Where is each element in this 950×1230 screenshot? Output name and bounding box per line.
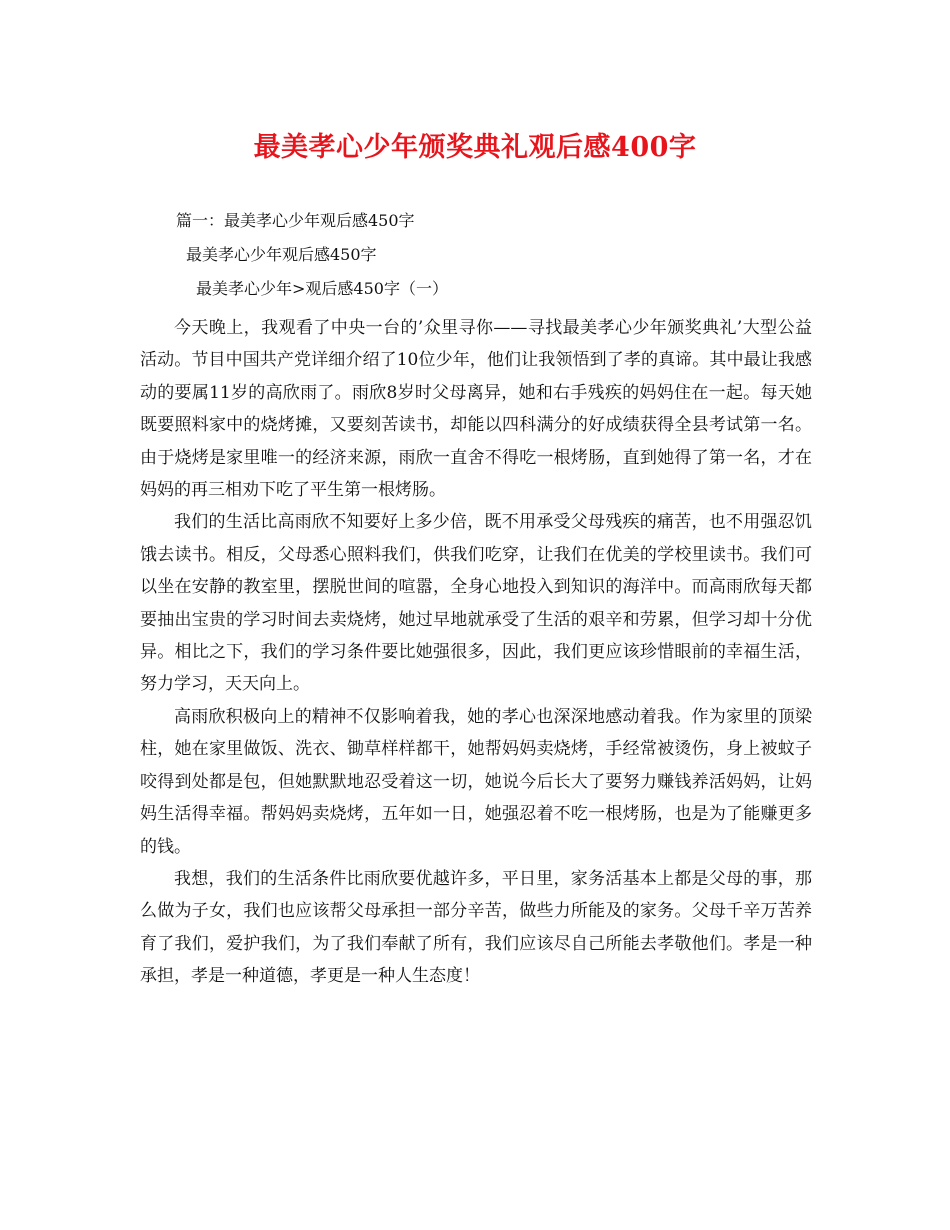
paragraph-4: 我想，我们的生活条件比雨欣要优越许多，平日里，家务活基本上都是父母的事，那么做为子女，我们也应该帮父母承担一部分辛苦，做些力所能及的家务。父母千辛万苦养育了我们，爱护我们，为了我们奉献了所有，我们应该尽自己所能去孝敬他们。孝是一种承担，孝是一种道德，孝更是一种人生态度！	[140, 868, 812, 987]
paragraph-2: 我们的生活比高雨欣不知要好上多少倍，既不用承受父母残疾的痛苦，也不用强忍饥饿去读书。相反，父母悉心照料我们，供我们吃穿，让我们在优美的学校里读书。我们可以坐在安静的教室里，摆脱世间的喧嚣，全身心地投入到知识的海洋中。而高雨欣每天都要抽出宝贵的学习时间去卖烧烤，她过早地就承受了生活的艰辛和劳累，但学习却十分优异。相比之下，我们的学习条件要比她强很多，因此，我们更应该珍惜眼前的幸福生活，努力学习，天天向上。	[140, 512, 812, 695]
document-title: 最美孝心少年颁奖典礼观后感400字	[253, 132, 697, 163]
subheading-1: 篇一：最美孝心少年观后感450字	[176, 211, 415, 230]
paragraph-1: 今天晚上，我观看了中央一台的’众里寻你——寻找最美孝心少年颁奖典礼’大型公益活动。节目中国共产党详细介绍了10位少年，他们让我领悟到了孝的真谛。其中最让我感动的要属11岁的高欣雨了。雨欣8岁时父母离异，她和右手残疾的妈妈住在一起。每天她既要照料家中的烧烤摊，又要刻苦读书，却能以四科满分的好成绩获得全县考试第一名。由于烧烤是家里唯一的经济来源，雨欣一直舍不得吃一根烤肠，直到她得了第一名，才在妈妈的再三相劝下吃了平生第一根烤肠。	[140, 318, 812, 501]
body-text	[140, 312, 812, 993]
subheading-3: 最美孝心少年>观后感450字（一）	[196, 279, 448, 298]
paragraph-3: 高雨欣积极向上的精神不仅影响着我，她的孝心也深深地感动着我。作为家里的顶梁柱，她在家里做饭、洗衣、锄草样样都干，她帮妈妈卖烧烤，手经常被烫伤，身上被蚊子咬得到处都是包，但她默默地忍受着这一切，她说今后长大了要努力赚钱养活妈妈，让妈妈生活得幸福。帮妈妈卖烧烤，五年如一日，她强忍着不吃一根烤肠，也是为了能赚更多的钱。	[140, 706, 812, 857]
subheading-2: 最美孝心少年观后感450字	[186, 245, 377, 264]
